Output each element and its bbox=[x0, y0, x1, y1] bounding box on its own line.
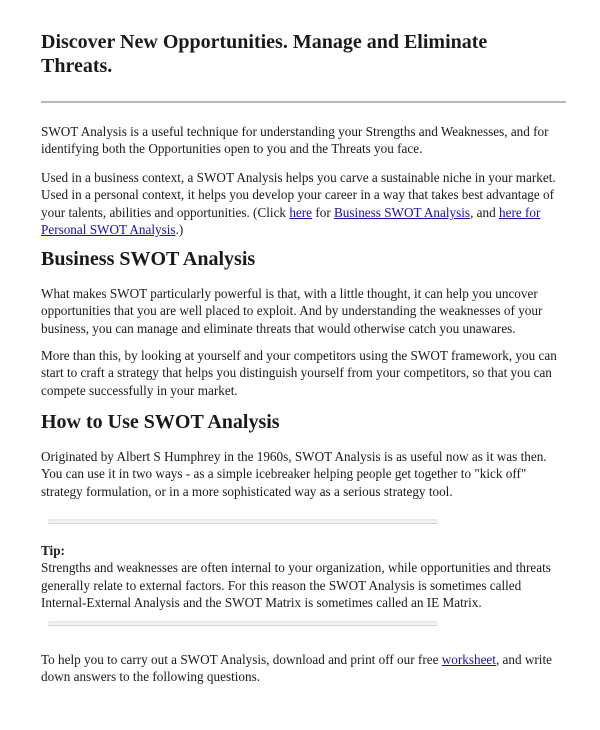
here-link[interactable]: here bbox=[289, 204, 313, 220]
intro-paragraph: SWOT Analysis is a useful technique for understanding your Strengths and Weaknesses, and for identifying both the Opportunities open to you and the Threats you face. bbox=[41, 124, 549, 157]
closing-text-after: , and write down answers to the following questions. bbox=[41, 652, 552, 685]
tip-label: Tip: bbox=[41, 543, 65, 558]
context-text-for: for bbox=[312, 204, 335, 220]
tip-top-divider bbox=[48, 519, 438, 524]
personal-swot-link[interactable]: here for Personal SWOT Analysis bbox=[41, 204, 541, 238]
context-paragraph bbox=[41, 169, 567, 239]
page-title: Discover New Opportunities. Manage and Eliminate Threats. bbox=[41, 31, 488, 77]
business-swot-link[interactable]: Business SWOT Analysis bbox=[334, 204, 471, 220]
title-divider bbox=[41, 101, 566, 103]
how-to-heading: How to Use SWOT Analysis bbox=[41, 411, 280, 433]
business-swot-heading: Business SWOT Analysis bbox=[41, 248, 256, 270]
tip-text: Strengths and weaknesses are often internal to your organization, while opportunities and threats generally relate to external factors. For this reason the SWOT Analysis is sometimes called Internal-External Analysis and the SWOT Matrix is sometimes called an IE Matrix. bbox=[41, 560, 551, 611]
business-paragraph-1: What makes SWOT particularly powerful is that, with a little thought, it can help you uncover opportunities that you are well placed to exploit. And by understanding the weaknesses of your business, you can manage and eliminate threats that would otherwise catch you unawares. bbox=[41, 286, 543, 336]
context-text-end: .) bbox=[175, 222, 184, 238]
how-to-paragraph: Originated by Albert S Humphrey in the 1960s, SWOT Analysis is as useful now as it was then. You can use it in two ways - as a simple icebreaker helping people get together to "kick off" strategy formulation, or in a more sophisticated way as a serious strategy tool. bbox=[41, 449, 547, 499]
business-paragraph-2: More than this, by looking at yourself and your competitors using the SWOT framework, you can start to craft a strategy that helps you distinguish yourself from your competitors, so that you can compete successfully in your market. bbox=[41, 348, 557, 398]
context-text: Used in a business context, a SWOT Analysis helps you carve a sustainable niche in your market. Used in a personal context, it helps you develop your career in a way that takes best advantage of your talents, abilities and opportunities. (Click bbox=[41, 170, 556, 220]
context-text-and: , and bbox=[470, 204, 499, 220]
tip-bottom-divider bbox=[48, 621, 438, 626]
worksheet-link[interactable]: worksheet bbox=[441, 652, 496, 667]
tip-block bbox=[41, 542, 567, 612]
closing-paragraph bbox=[41, 651, 567, 686]
closing-text: To help you to carry out a SWOT Analysis, download and print off our free bbox=[41, 652, 442, 667]
